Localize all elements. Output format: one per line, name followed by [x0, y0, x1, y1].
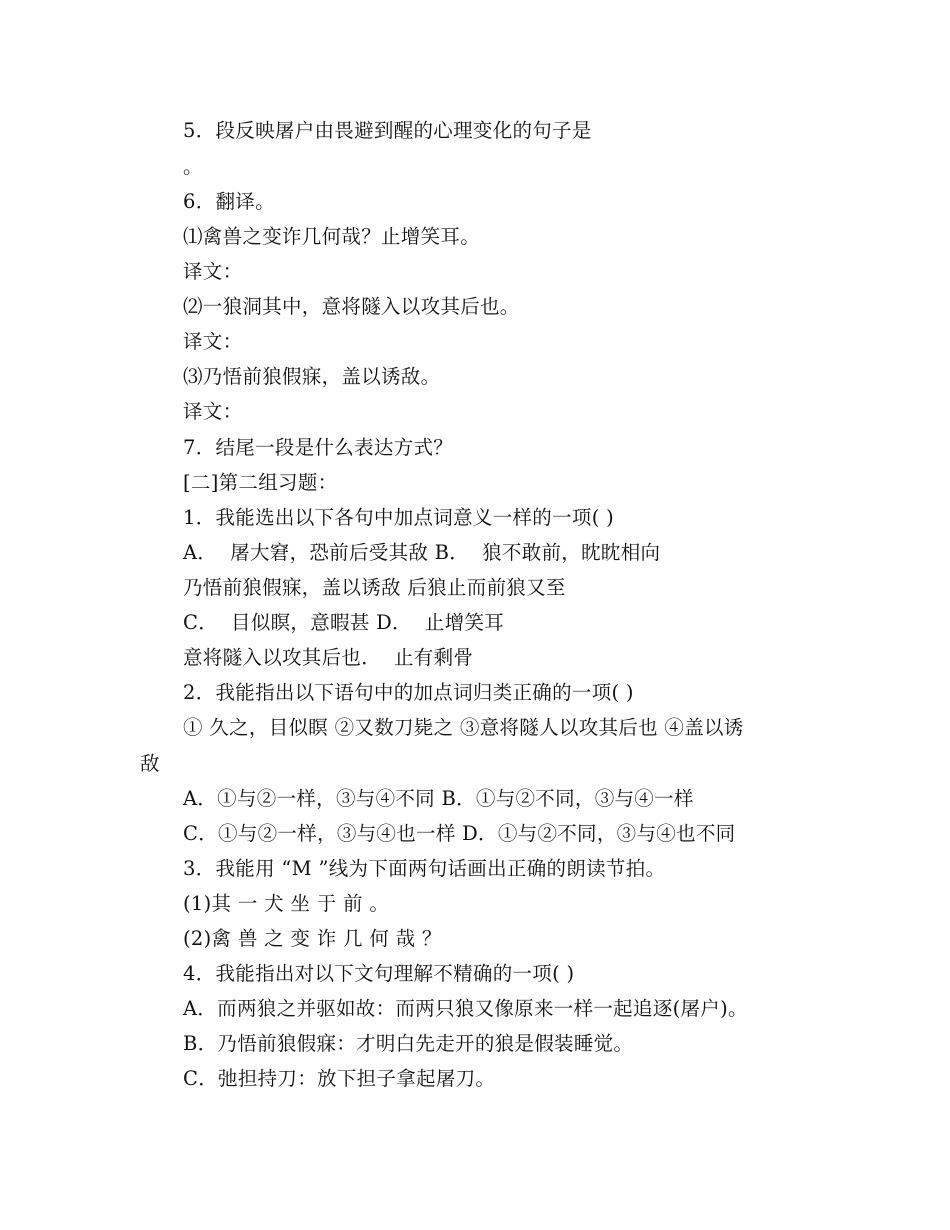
exercise-3: 3．我能用 “M ”线为下面两句话画出正确的朗读节拍。	[183, 857, 666, 880]
translation-label-2: 译文：	[183, 330, 243, 353]
exercise-4-option-a: A．而两狼之并驱如故：而两只狼又像原来一样一起追逐(屠户)。	[183, 997, 748, 1020]
question-6-item-1: ⑴禽兽之变诈几何哉？止增笑耳。	[183, 225, 481, 248]
exercise-4-option-b: B．乃悟前狼假寐：才明白先走开的狼是假装睡觉。	[183, 1032, 634, 1055]
question-5-blank: 。	[183, 155, 203, 178]
question-7: 7．结尾一段是什么表达方式？	[183, 436, 454, 459]
exercise-2-sentences-cont: 敌	[140, 752, 160, 775]
question-5: 5．段反映屠户由畏避到醒的心理变化的句子是	[183, 119, 592, 142]
exercise-1-options-cd-cont: 意将隧入以攻其后也． 止有剩骨	[183, 646, 474, 669]
translation-label-1: 译文：	[183, 260, 243, 283]
exercise-3-item-2: (2)禽 兽 之 变 诈 几 何 哉 ？	[183, 927, 442, 950]
exercise-2-options-cd: C．①与②一样，③与④也一样 D．①与②不同，③与④也不同	[183, 822, 736, 845]
question-6-item-2: ⑵一狼洞其中，意将隧入以攻其后也。	[183, 295, 520, 318]
question-6: 6．翻译。	[183, 190, 275, 213]
exercise-3-item-1: (1)其 一 犬 坐 于 前 。	[183, 892, 390, 915]
exercise-4-option-c: C．弛担持刀：放下担子拿起屠刀。	[183, 1067, 496, 1090]
exercise-1: 1．我能选出以下各句中加点词意义一样的一项( )	[183, 506, 615, 529]
translation-label-3: 译文：	[183, 400, 243, 423]
exercise-2: 2．我能指出以下语句中的加点词归类正确的一项( )	[183, 681, 634, 704]
exercise-1-options-cd: C． 目似瞑，意暇甚 D． 止增笑耳	[183, 611, 505, 634]
exercise-1-options-ab-cont: 乃悟前狼假寐，盖以诱敌 后狼止而前狼又至	[183, 576, 566, 599]
exercise-1-options-ab: A． 屠大窘，恐前后受其敌 B． 狼不敢前，眈眈相向	[183, 541, 661, 564]
exercise-4: 4．我能指出对以下文句理解不精确的一项( )	[183, 962, 575, 985]
section-heading-2: [二]第二组习题：	[183, 471, 338, 494]
exercise-2-options-ab: A．①与②一样，③与④不同 B．①与②不同，③与④一样	[183, 787, 694, 810]
exercise-2-sentences: ① 久之，目似瞑 ②又数刀毙之 ③意将隧人以攻其后也 ④盖以诱	[183, 716, 744, 739]
question-6-item-3: ⑶乃悟前狼假寐，盖以诱敌。	[183, 365, 441, 388]
